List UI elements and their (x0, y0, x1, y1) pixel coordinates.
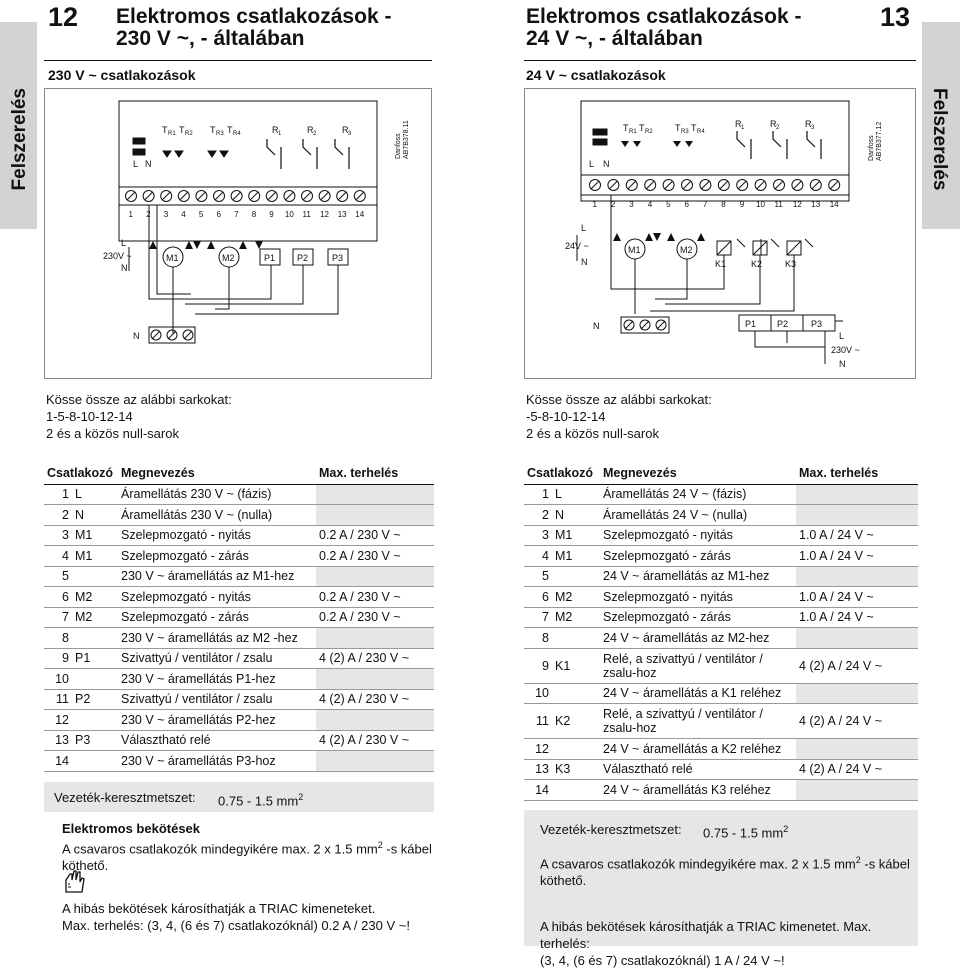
right-col-name: Megnevezés (600, 462, 796, 484)
right-instructions-line1: Kösse össze az alábbi sarkokat: (526, 392, 712, 407)
right-side-tab-label: Felszerelés (929, 88, 950, 191)
terminal-number: 13 (811, 200, 821, 209)
name-cell: Áramellátás 230 V ~ (fázis) (118, 484, 316, 505)
name-cell: Szelepmozgató - zárás (600, 607, 796, 628)
svg-text:T: T (210, 125, 216, 135)
name-cell: 24 V ~ áramellátás K3 reléhez (600, 780, 796, 801)
name-cell: 24 V ~ áramellátás a K2 reléhez (600, 739, 796, 760)
connector-cell: 8 (524, 628, 600, 649)
name-cell: 230 V ~ áramellátás P2-hez (118, 710, 316, 731)
terminal-number: 10 (284, 210, 294, 219)
left-instructions-line3: 2 és a közös null-sarok (46, 426, 179, 441)
table-row (524, 739, 918, 760)
terminal-number: 6 (216, 210, 221, 219)
right-warning-line1: A hibás bekötések károsíthatják a TRIAC kimenetet. Max. terhelés: (540, 919, 872, 951)
svg-text:T: T (162, 125, 168, 135)
svg-text:M2: M2 (680, 245, 693, 255)
connector-cell: 4 M1 (524, 546, 600, 567)
terminal-number: 3 (163, 210, 169, 219)
connector-cell: 6 M2 (44, 587, 118, 608)
connector-cell: 9 P1 (44, 648, 118, 669)
connector-cell: 14 (524, 780, 600, 801)
table-row (524, 683, 918, 704)
right-notes-text2: köthető. (540, 873, 587, 889)
left-side-tab-label: Felszerelés (9, 88, 30, 191)
load-cell (796, 739, 918, 760)
name-cell: 24 V ~ áramellátás az M1-hez (600, 566, 796, 587)
terminal-number: 6 (684, 200, 689, 209)
right-instructions (526, 391, 712, 442)
svg-text:N: N (603, 159, 610, 169)
svg-text:R: R (272, 125, 279, 135)
load-cell (796, 505, 918, 526)
name-cell: Választható relé (600, 759, 796, 780)
svg-text:P2: P2 (777, 319, 789, 329)
load-cell (796, 566, 918, 587)
connector-cell: 14 (44, 751, 118, 772)
right-subtitle: 24 V ~ csatlakozások (526, 67, 666, 83)
svg-text:R: R (735, 119, 742, 129)
left-fuse-bar-1 (133, 138, 145, 144)
svg-text:R3: R3 (216, 131, 224, 137)
table-row (524, 525, 918, 546)
svg-text:K3: K3 (785, 259, 797, 269)
svg-text:P2: P2 (297, 253, 309, 263)
terminal-number: 9 (739, 200, 745, 209)
connector-cell: 11 K2 (524, 704, 600, 739)
connector-cell: 9 K1 (524, 648, 600, 683)
table-row (44, 525, 434, 546)
connector-cell: 4 M1 (44, 546, 118, 567)
table-row (44, 730, 434, 751)
svg-text:3: 3 (811, 125, 815, 131)
connector-cell: 2 N (44, 505, 118, 526)
table-row (524, 628, 918, 649)
left-notes-text1: A csavaros csatlakozók mindegyikére max. 2 x 1.5 $mm^2$ -s kábel (62, 840, 432, 857)
right-notes (540, 852, 910, 889)
svg-text:2: 2 (313, 131, 317, 137)
table-row (524, 587, 918, 608)
table-row (44, 628, 434, 649)
connector-cell: 11 P2 (44, 689, 118, 710)
svg-text:AB7B378.11: AB7B378.11 (403, 120, 410, 159)
right-col-connector: Csatlakozó (524, 462, 600, 484)
name-cell: Szelepmozgató - nyitás (118, 525, 316, 546)
connector-cell: 13 K3 (524, 759, 600, 780)
right-connection-table (524, 462, 918, 801)
load-cell: 4 (2) A / 24 V ~ (796, 648, 918, 683)
name-cell: Szelepmozgató - nyitás (600, 525, 796, 546)
connector-cell: 6 M2 (524, 587, 600, 608)
name-cell: 230 V ~ áramellátás P3-hoz (118, 751, 316, 772)
left-page-title-line1: Elektromos csatlakozások - (116, 5, 392, 28)
load-cell: 4 (2) A / 24 V ~ (796, 759, 918, 780)
left-col-name: Megnevezés (118, 462, 316, 484)
name-cell: 230 V ~ áramellátás az M2 -hez (118, 628, 316, 649)
name-cell: 230 V ~ áramellátás P1-hez (118, 669, 316, 690)
table-row (44, 505, 434, 526)
left-notes-heading: Elektromos bekötések (62, 821, 201, 836)
svg-text:L: L (133, 159, 139, 169)
load-cell (316, 710, 434, 731)
left-warning (62, 900, 432, 934)
svg-text:24V ~: 24V ~ (565, 241, 589, 251)
left-wiring-svg (45, 89, 431, 378)
svg-text:M2: M2 (222, 253, 235, 263)
svg-text:T: T (227, 125, 233, 135)
left-notes (62, 820, 432, 874)
left-hand-icon (62, 868, 86, 894)
load-cell: 4 (2) A / 24 V ~ (796, 704, 918, 739)
load-cell: 1.0 A / 24 V ~ (796, 525, 918, 546)
table-row (524, 607, 918, 628)
svg-text:T: T (691, 123, 697, 133)
table-row (44, 607, 434, 628)
svg-text:Danfoss: Danfoss (395, 133, 402, 159)
terminal-number: 14 (355, 210, 365, 219)
load-cell (316, 751, 434, 772)
load-cell: 4 (2) A / 230 V ~ (316, 648, 434, 669)
svg-text:R2: R2 (185, 131, 193, 137)
left-page-number: 12 (48, 2, 79, 32)
terminal-number: 5 (666, 200, 671, 209)
left-notes-text2: köthető. (62, 858, 109, 874)
svg-text:K1: K1 (715, 259, 727, 269)
name-cell: 24 V ~ áramellátás a K1 reléhez (600, 683, 796, 704)
table-row (44, 546, 434, 567)
table-row (44, 710, 434, 731)
svg-text:Danfoss: Danfoss (868, 135, 875, 161)
left-instructions (46, 391, 232, 442)
table-row (44, 648, 434, 669)
load-cell: 0.2 A / 230 V ~ (316, 525, 434, 546)
terminal-number: 1 (128, 210, 133, 219)
load-cell (316, 484, 434, 505)
load-cell: 0.2 A / 230 V ~ (316, 546, 434, 567)
table-row (44, 669, 434, 690)
name-cell: Szivattyú / ventilátor / zsalu (118, 689, 316, 710)
svg-text:K2: K2 (751, 259, 763, 269)
left-instructions-line1: Kösse össze az alábbi sarkokat: (46, 392, 232, 407)
name-cell: 24 V ~ áramellátás az M2-hez (600, 628, 796, 649)
load-cell (316, 628, 434, 649)
table-row (524, 546, 918, 567)
table-row (524, 484, 918, 505)
terminal-number: 2 (146, 210, 151, 219)
connector-cell: 5 (44, 566, 118, 587)
right-wire-value: 0.75 - 1.5 $mm^2$ (703, 824, 789, 841)
connector-cell: 1 L (44, 484, 118, 505)
table-row (524, 648, 918, 683)
svg-text:AB7B377.12: AB7B377.12 (876, 121, 883, 161)
table-row (524, 759, 918, 780)
left-fuse-bar-2 (133, 149, 145, 155)
svg-text:R3: R3 (681, 129, 689, 135)
svg-text:R: R (770, 119, 777, 129)
left-controller-box (119, 101, 377, 241)
svg-text:230V ~: 230V ~ (103, 251, 132, 261)
table-row (524, 566, 918, 587)
table-row (524, 505, 918, 526)
svg-text:N: N (145, 159, 152, 169)
svg-text:R: R (805, 119, 812, 129)
name-cell: Választható relé (118, 730, 316, 751)
table-row (44, 566, 434, 587)
load-cell (796, 683, 918, 704)
table-row (524, 780, 918, 801)
terminal-number: 7 (234, 210, 239, 219)
connector-cell: 3 M1 (44, 525, 118, 546)
svg-text:L: L (589, 159, 595, 169)
table-row (524, 704, 918, 739)
terminal-number: 4 (647, 200, 653, 209)
svg-text:T: T (623, 123, 629, 133)
load-cell: 4 (2) A / 230 V ~ (316, 689, 434, 710)
load-cell: 0.2 A / 230 V ~ (316, 587, 434, 608)
svg-text:L: L (581, 223, 587, 233)
load-cell (796, 484, 918, 505)
name-cell: Áramellátás 24 V ~ (fázis) (600, 484, 796, 505)
svg-text:1: 1 (278, 131, 282, 137)
load-cell: 1.0 A / 24 V ~ (796, 546, 918, 567)
right-title-rule (524, 60, 916, 61)
terminal-number: 9 (269, 210, 274, 219)
load-cell (796, 628, 918, 649)
right-warning (540, 918, 910, 969)
name-cell: Áramellátás 24 V ~ (nulla) (600, 505, 796, 526)
right-wire-label: Vezeték-keresztmetszet: (540, 822, 682, 837)
load-cell: 1.0 A / 24 V ~ (796, 607, 918, 628)
terminal-number: 11 (302, 210, 311, 219)
table-row (44, 751, 434, 772)
connector-cell: 12 (44, 710, 118, 731)
right-instructions-line3: 2 és a közös null-sarok (526, 426, 659, 441)
right-instructions-line2: -5-8-10-12-14 (526, 409, 606, 424)
connector-cell: 7 M2 (524, 607, 600, 628)
connector-cell: 12 (524, 739, 600, 760)
svg-text:M1: M1 (628, 245, 641, 255)
left-warning-line2: Max. terhelés: (3, 4, (6 és 7) csatlakozóknál) 0.2 A / 230 V ~! (62, 918, 410, 933)
table-row (44, 484, 434, 505)
name-cell: Szelepmozgató - zárás (600, 546, 796, 567)
terminal-number: 2 (610, 200, 616, 209)
svg-text:R: R (307, 125, 314, 135)
svg-text:R1: R1 (629, 129, 637, 135)
terminal-number: 14 (829, 200, 839, 209)
terminal-number: 5 (198, 210, 204, 219)
connector-cell: 13 P3 (44, 730, 118, 751)
svg-text:3: 3 (348, 131, 352, 137)
svg-text:R2: R2 (645, 129, 653, 135)
svg-text:N: N (593, 321, 600, 331)
right-page-title-line1: Elektromos csatlakozások - (526, 5, 802, 28)
name-cell: Szelepmozgató - nyitás (600, 587, 796, 608)
svg-text:2: 2 (776, 125, 780, 131)
svg-text:R4: R4 (233, 131, 241, 137)
name-cell: Szelepmozgató - zárás (118, 546, 316, 567)
right-col-load: Max. terhelés (796, 462, 918, 484)
svg-text:L: L (839, 331, 845, 341)
terminal-number: 3 (629, 200, 634, 209)
svg-text:N: N (133, 331, 140, 341)
svg-text:1: 1 (741, 125, 745, 131)
name-cell: Szelepmozgató - nyitás (118, 587, 316, 608)
svg-text:P3: P3 (811, 319, 823, 329)
right-wiring-diagram (524, 88, 916, 379)
terminal-number: 8 (721, 200, 726, 209)
right-notes-text1: A csavaros csatlakozók mindegyikére max. 2 x 1.5 $mm^2$ -s kábel (540, 855, 910, 872)
name-cell: Relé, a szivattyú / ventilátor / zsalu-hoz (600, 704, 796, 739)
load-cell (316, 505, 434, 526)
svg-text:N: N (121, 263, 128, 273)
name-cell: Áramellátás 230 V ~ (nulla) (118, 505, 316, 526)
table-row (44, 689, 434, 710)
right-warning-line2: (3, 4, (6 és 7) csatlakozóknál) 1 A / 24 V ~! (540, 953, 785, 968)
left-subtitle: 230 V ~ csatlakozások (48, 67, 196, 83)
name-cell: Szelepmozgató - zárás (118, 607, 316, 628)
connector-cell: 10 (44, 669, 118, 690)
terminal-number: 10 (756, 200, 766, 209)
connector-cell: 7 M2 (44, 607, 118, 628)
left-col-load: Max. terhelés (316, 462, 434, 484)
left-title-rule (44, 60, 432, 61)
connector-cell: 8 (44, 628, 118, 649)
svg-text:230V ~: 230V ~ (831, 345, 860, 355)
svg-text:M1: M1 (166, 253, 179, 263)
svg-text:P1: P1 (264, 253, 276, 263)
terminal-number: 4 (181, 210, 186, 219)
terminal-number: 1 (592, 200, 597, 209)
left-col-connector: Csatlakozó (44, 462, 118, 484)
svg-text:T: T (675, 123, 681, 133)
left-wiring-diagram (44, 88, 432, 379)
load-cell: 1.0 A / 24 V ~ (796, 587, 918, 608)
svg-text:L: L (121, 238, 127, 248)
terminal-number: 13 (337, 210, 347, 219)
left-instructions-line2: 1-5-8-10-12-14 (46, 409, 133, 424)
svg-text:P3: P3 (332, 253, 344, 263)
connector-cell: 10 (524, 683, 600, 704)
name-cell: 230 V ~ áramellátás az M1-hez (118, 566, 316, 587)
svg-text:R: R (342, 125, 349, 135)
left-wire-value: 0.75 - 1.5 $mm^2$ (218, 792, 304, 809)
svg-text:T: T (179, 125, 185, 135)
svg-text:P1: P1 (745, 319, 757, 329)
left-warning-line1: A hibás bekötések károsíthatják a TRIAC kimeneteket. (62, 901, 376, 916)
load-cell (796, 780, 918, 801)
right-page-number: 13 (880, 2, 911, 32)
connector-cell: 1 L (524, 484, 600, 505)
terminal-number: 7 (702, 200, 708, 209)
terminal-number: 8 (251, 210, 257, 219)
terminal-number: 11 (774, 200, 783, 209)
svg-text:N: N (839, 359, 846, 369)
left-connection-table (44, 462, 434, 772)
right-page-title-line2: 24 V ~, - általában (526, 27, 703, 50)
left-page-title-line2: 230 V ~, - általában (116, 27, 305, 50)
svg-text:N: N (581, 257, 588, 267)
connector-cell: 5 (524, 566, 600, 587)
connector-cell: 2 N (524, 505, 600, 526)
load-cell: 4 (2) A / 230 V ~ (316, 730, 434, 751)
connector-cell: 3 M1 (524, 525, 600, 546)
left-wire-label: Vezeték-keresztmetszet: (54, 790, 196, 805)
terminal-number: 12 (320, 210, 330, 219)
svg-text:T: T (639, 123, 645, 133)
name-cell: Szivattyú / ventilátor / zsalu (118, 648, 316, 669)
svg-text:R1: R1 (168, 131, 176, 137)
load-cell: 0.2 A / 230 V ~ (316, 607, 434, 628)
table-row (44, 587, 434, 608)
load-cell (316, 669, 434, 690)
name-cell: Relé, a szivattyú / ventilátor / zsalu-hoz (600, 648, 796, 683)
right-wiring-svg (525, 89, 915, 378)
svg-text:R4: R4 (697, 129, 705, 135)
load-cell (316, 566, 434, 587)
terminal-number: 12 (792, 200, 802, 209)
